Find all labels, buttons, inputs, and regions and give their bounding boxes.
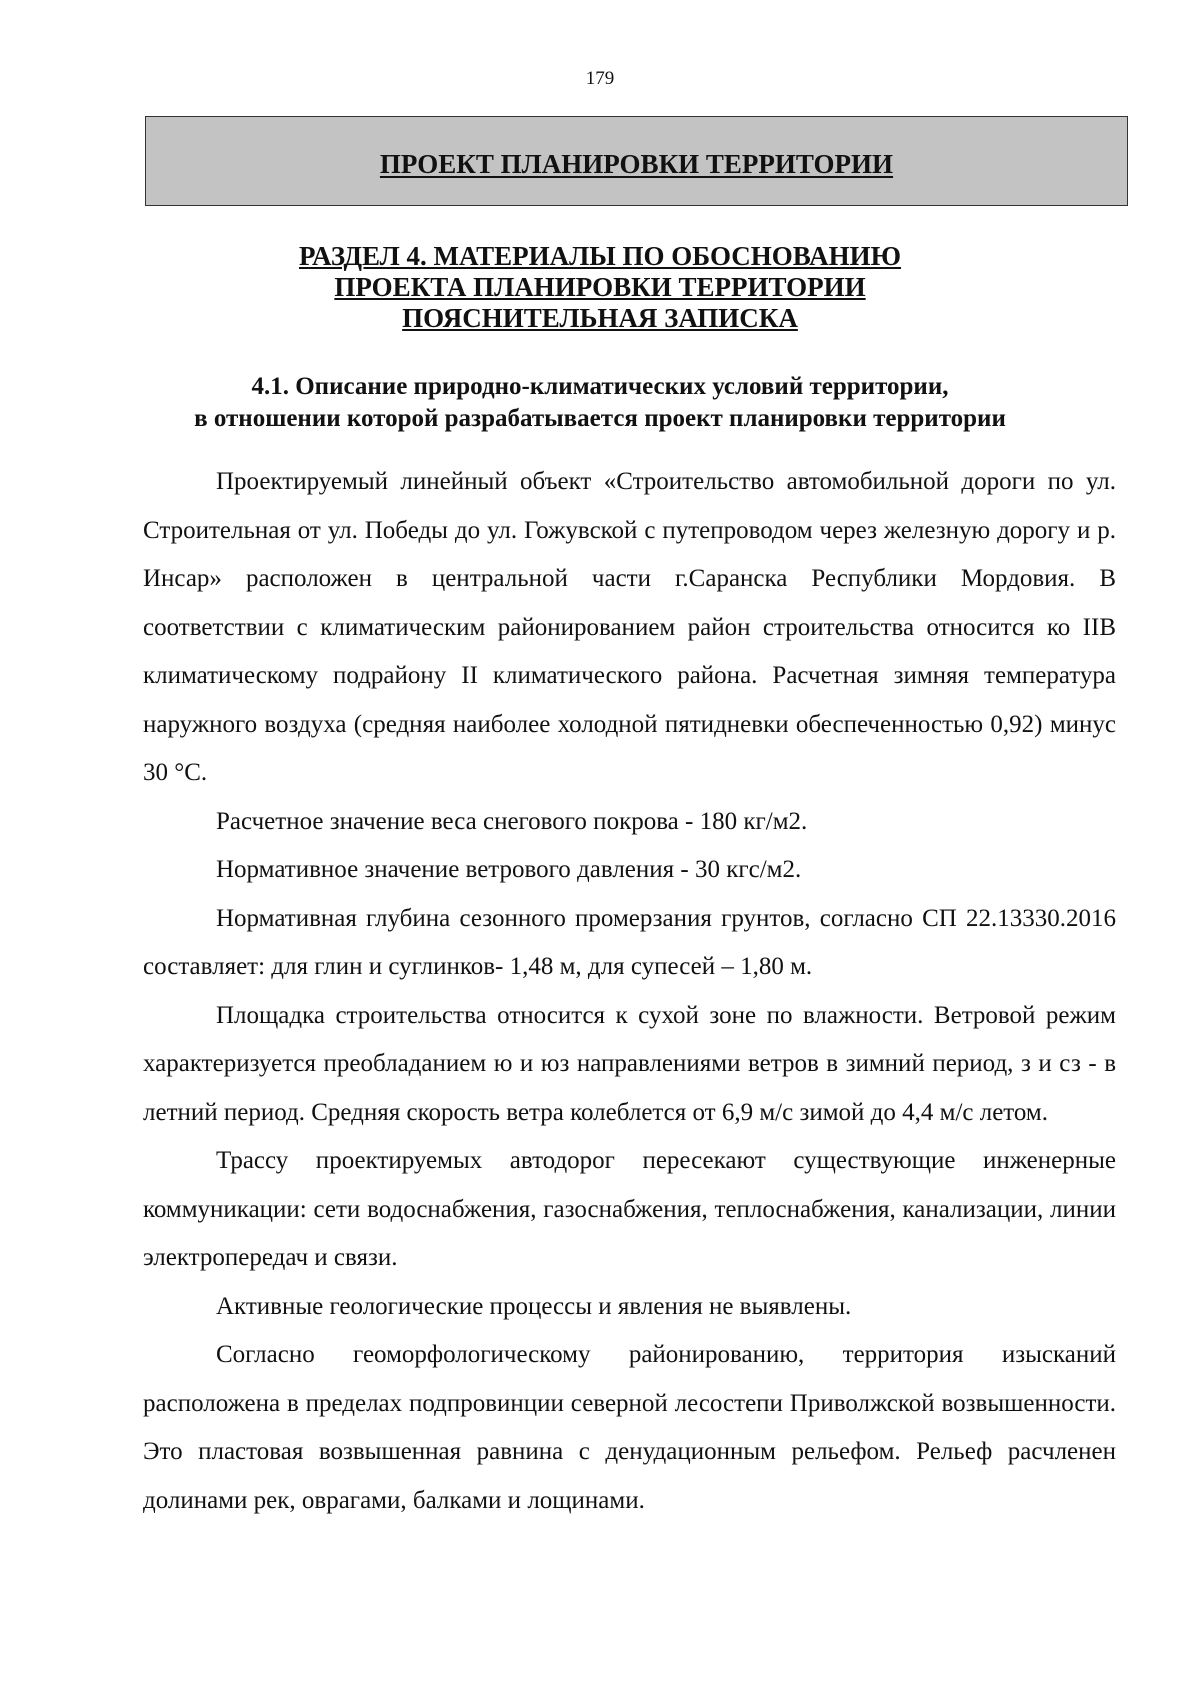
section-title — [0, 241, 1200, 334]
document-banner — [145, 116, 1128, 206]
paragraph-utilities: Трассу проектируемых автодорог пересекают существующие инженерные коммуникации: сети водоснабжения, газоснабжения, теплоснабжения, канализации, линии электропередач и связи. — [143, 1147, 1116, 1271]
section-title-line: РАЗДЕЛ 4. МАТЕРИАЛЫ ПО ОБОСНОВАНИЮ — [298, 241, 902, 271]
paragraph-geology: Активные геологические процессы и явления не выявлены. — [216, 1292, 852, 1320]
paragraph-humidity-wind: Площадка строительства относится к сухой зоне по влажности. Ветровой режим характеризуется преобладанием ю и юз направлениями ветров в зимний период, з и сз - в летний период. Средняя скорость ветра колеблется от 6,9 м/с зимой до 4,4 м/с летом. — [143, 1001, 1116, 1126]
body-text — [143, 458, 1116, 1525]
section-title-line: ПОЯСНИТЕЛЬНАЯ ЗАПИСКА — [402, 303, 798, 333]
subsection-heading-line: в отношении которой разрабатывается проект планировки территории — [194, 405, 1006, 432]
paragraph-snow-load: Расчетное значение веса снегового покрова - 180 кг/м2. — [216, 807, 808, 835]
section-title-line: ПРОЕКТА ПЛАНИРОВКИ ТЕРРИТОРИИ — [334, 272, 866, 302]
subsection-heading-line: 4.1. Описание природно-климатических условий территории, — [251, 373, 949, 400]
paragraph-frost-depth: Нормативная глубина сезонного промерзания грунтов, согласно СП 22.13330.2016 составляет: для глин и суглинков- 1,48 м, для супесей – 1,80 м. — [143, 904, 1116, 980]
banner-title: ПРОЕКТ ПЛАНИРОВКИ ТЕРРИТОРИИ — [379, 148, 894, 179]
paragraph-location-climate: Проектируемый линейный объект «Строительство автомобильной дороги по ул. Строительная от ул. Победы до ул. Гожувской с путепроводом через железную дорогу и р. Инсар» расположен в центральной части г.Саранска Республики Мордовия. В соответствии с климатическим районированием район строительства относится ко IIВ климатическому подрайону II климатического района. Расчетная зимняя температура наружного воздуха (средняя наиболее холодной пятидневки обеспеченностью 0,92) минус 30 °С. — [143, 468, 1116, 786]
subsection-heading — [0, 371, 1200, 435]
paragraph-wind-pressure: Нормативное значение ветрового давления - 30 кгс/м2. — [216, 856, 802, 883]
page-number: 179 — [585, 68, 615, 89]
paragraph-geomorphology: Согласно геоморфологическому районированию, территория изысканий расположена в пределах подпровинции северной лесостепи Приволжской возвышенности. Это пластовая возвышенная равнина с денудационным рельефом. Рельеф расчленен долинами рек, оврагами, балками и лощинами. — [143, 1341, 1116, 1514]
